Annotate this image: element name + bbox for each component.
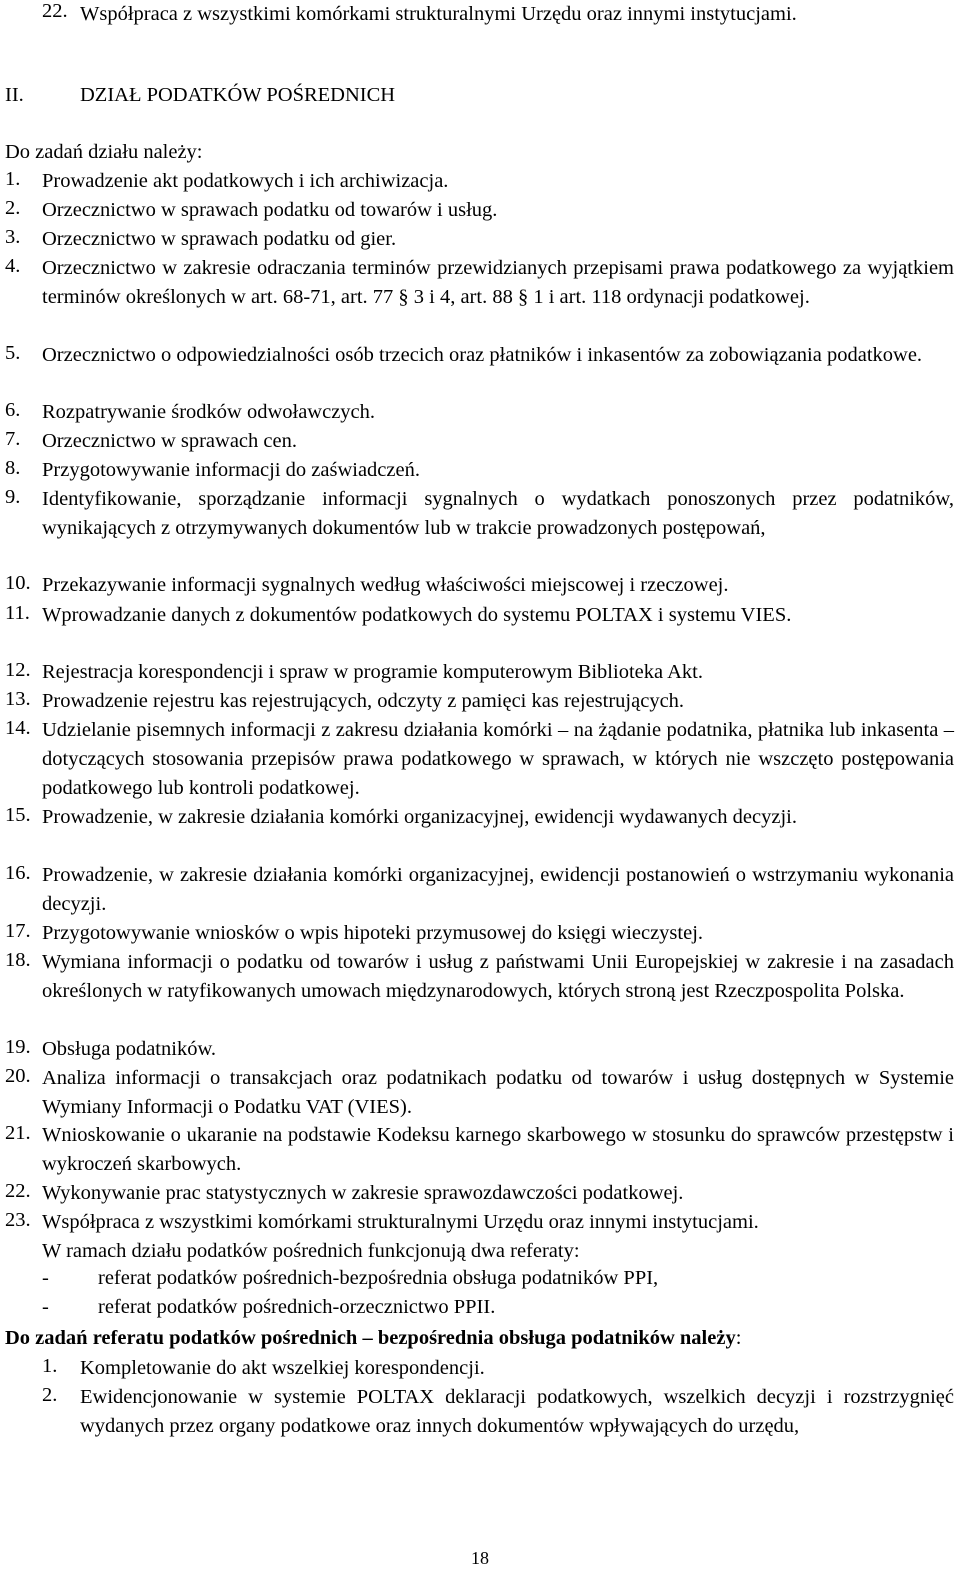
section-title: DZIAŁ PODATKÓW POŚREDNICH xyxy=(80,84,396,106)
page-number: 18 xyxy=(471,1548,489,1568)
referaty-intro: W ramach działu podatków pośrednich funkcjonują dwa referaty: xyxy=(42,1240,580,1262)
document-page: 22. Współpraca z wszystkimi komórkami strukturalnymi Urzędu oraz innymi instytucjami. II. DZIAŁ PODATKÓW POŚREDNICH Do zadań działu należy: 1. Prowadzenie akt podatkowych i ich archiwizacja. 2. Orzecznictwo w sprawach podatku od towarów i usług. 3. Orzecznictwo w sprawach podatku od gier. 4. Orzecznictwo w zakresie odraczania terminów przewidzianych przepisami prawa podatkowego za wyjątkiem terminów określonych w art. 68-71, art. 77 § 3 i 4, art. 88 § 1 i art. 118 ordynacji podatkowej. 5. Orzecznictwo o odpowiedzialności osób trzecich oraz płatników i inkasentów za zobowiązania podatkowe. 6. Rozpatrywanie środków odwoławczych. 7. Orzecznictwo w sprawach cen. 8. Przygotowywanie informacji do zaświadczeń. 9. Identyfikowanie, sporządzanie informacji sygnalnych o wydatkach ponoszonych przez podatników, wynikających z otrzymywanych dokumentów lub w trakcie prowadzonych postępowań, 10. Przekazywanie informacji sygnalnych według właściwości miejscowej i rzeczowej. 11. Wprowadzanie danych z dokumentów podatkowych do systemu POLTAX i systemu VIES. 12. Rejestracja korespondencji i spraw w programie komputerowym Biblioteka Akt. 13. Prowadzenie rejestru kas rejestrujących, odczyty z pamięci kas rejestrujących. 14. Udzielanie pisemnych informacji z zakresu działania komórki – na żądanie podatnika, płatnika lub inkasenta – dotyczących stosowania przepisów prawa podatkowego w sprawach, w których nie wszczęto postępowania podatkowego lub kontroli podatkowej. 15. Prowadzenie, w zakresie działania komórki organizacyjnej, ewidencji wydawanych decyzji. 16. Prowadzenie, w zakresie działania komórki organizacyjnej, ewidencji postanowień o wstrzymaniu wykonania decyzji. 17. Przygotowywanie wniosków o wpis hipoteki przymusowej do księgi wieczystej. 18. Wymiana informacji o podatku od towarów i usług z państwami Unii Europejskiej w zakresie i na zasadach określonych w ratyfikowanych umowach międzynarodowych, których stroną jest Rzeczpospolita Polska. 19. Obsługa podatników. 20. Analiza informacji o transakcjach oraz podatnikach podatku od towarów i usług dostępnych w Systemie Wymiany Informacji o Podatku VAT (VIES). 21. Wnioskowanie o ukaranie na podstawie Kodeksu karnego skarbowego w stosunku do sprawców przestępstw i wykroczeń skarbowych. 22. Wykonywanie prac statystycznych w zakresie sprawozdawczości podatkowej. 23. Współpraca z wszystkimi komórkami strukturalnymi Urzędu oraz innymi instytucjami. W ramach działu podatków pośrednich funkcjonują dwa referaty: - referat podatków pośrednich-bezpośrednia obsługa podatników PPI, - referat podatków pośrednich-orzecznictwo PPII. Do zadań referatu podatków pośrednich – bezpośrednia obsługa podatników należy: 1. Kompletowanie do akt wszelkiej korespondencji. 2. Ewidencjonowanie w systemie POLTAX deklaracji podatkowych, wszelkich decyzji i rozstrzygnięć wydanych przez organy podatkowe oraz innych dokumentów wpływających do urzędu, 18 xyxy=(0,0,960,1569)
sub-heading-bold: Do zadań referatu podatków pośrednich – bezpośrednia obsługa podatników należy xyxy=(5,1327,736,1349)
top-item-text: Współpraca z wszystkimi komórkami strukturalnymi Urzędu oraz innymi instytucjami. xyxy=(80,3,797,25)
intro-text: Do zadań działu należy: xyxy=(5,141,203,163)
sub-heading-colon: : xyxy=(735,1327,742,1349)
section-number: II. xyxy=(5,84,24,106)
sub-heading xyxy=(5,1324,741,1353)
top-item-number: 22. xyxy=(42,0,68,22)
